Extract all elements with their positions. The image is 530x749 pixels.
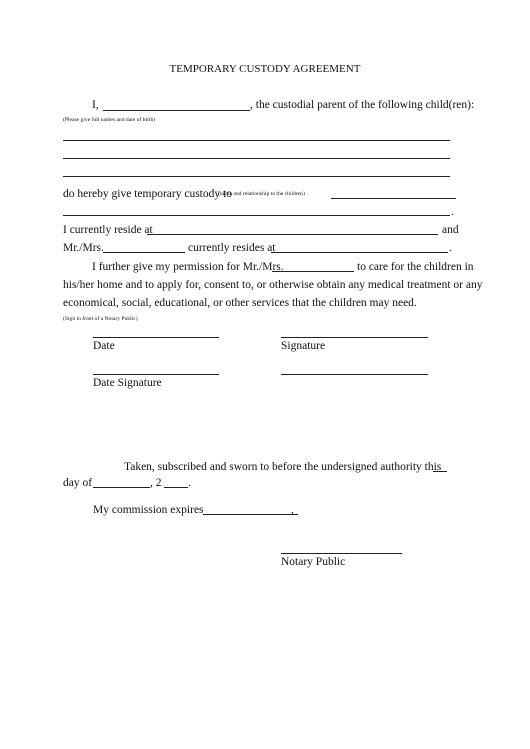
parent-suffix: , the custodial parent of the following child(ren): [250,99,475,111]
commission-comma: , [291,504,294,516]
custody-note: (name and relationship to the children) [218,191,305,197]
signature-label: Signature [281,340,326,352]
custodian-period: . [451,206,454,218]
sworn-day-field[interactable] [433,471,447,472]
date-signature-field[interactable] [93,374,219,375]
reside-prefix: I currently reside at [63,224,153,236]
custodian-address-field[interactable] [271,252,448,253]
parent-address-field[interactable] [147,234,438,235]
custodian-name-field[interactable] [331,198,456,199]
mrmrs-middle: currently resides at [188,242,276,254]
signature-field[interactable] [281,337,428,338]
sworn-day-of: day of [63,477,93,489]
child-field-2[interactable] [63,158,450,159]
permission-name-field[interactable] [272,271,354,272]
sworn-end: . [188,477,191,489]
mrmrs-prefix: Mr./Mrs. [63,242,104,254]
page-title: TEMPORARY CUSTODY AGREEMENT [169,63,361,75]
permission-prefix: I further give my permission for Mr./Mrs. [92,261,284,273]
parent-name-field[interactable] [103,110,250,111]
custodian-name-field-2[interactable] [63,215,450,216]
children-note: (Please give full names and date of birth) [63,117,156,123]
sworn-line-1: Taken, subscribed and sworn to before the undersigned authority this [124,461,442,473]
date-signature-label: Date Signature [93,377,162,389]
parent-prefix: I, [92,99,99,111]
permission-suffix: to care for the children in [357,261,474,273]
second-signature-field[interactable] [281,374,428,375]
commission-text: My commission expires [93,504,204,516]
permission-line-3: economical, social, educational, or other services that the children may need. [63,297,417,309]
sworn-year-field[interactable] [164,487,188,488]
sworn-comma-2: , 2 [150,477,162,489]
sworn-month-field[interactable] [93,487,150,488]
commission-date-field[interactable] [203,514,298,515]
date-field[interactable] [93,337,219,338]
notary-label: Notary Public [281,556,346,568]
child-field-3[interactable] [63,176,450,177]
date-label: Date [93,340,115,352]
notary-note: (Sign in front of a Notary Public) [63,316,138,322]
reside-suffix: and [442,224,459,236]
custody-text: do hereby give temporary custody to [63,188,232,200]
custodian-name-field-3[interactable] [103,252,185,253]
permission-line-2: his/her home and to apply for, consent to, or otherwise obtain any medical treatment or any [63,279,483,291]
mrmrs-end: . [449,242,452,254]
child-field-1[interactable] [63,140,450,141]
notary-signature-field[interactable] [281,553,402,554]
